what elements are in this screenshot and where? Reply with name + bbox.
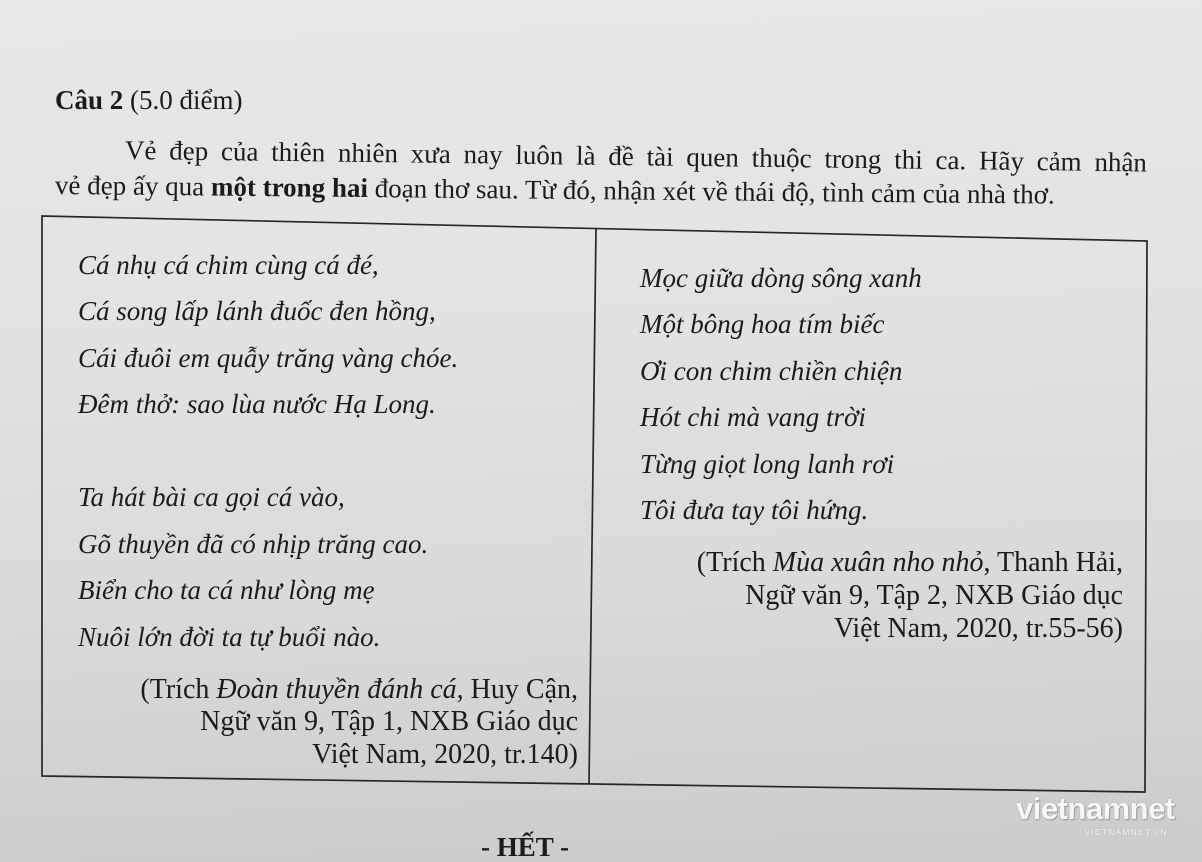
poem-line: Đêm thở: sao lùa nước Hạ Long. <box>78 389 436 420</box>
end-marker: - HẾT - <box>480 832 569 862</box>
prompt-emphasis: một trong hai <box>210 171 369 204</box>
poem-line: Từng giọt long lanh rơi <box>640 448 895 479</box>
citation-open: (Trích <box>140 673 217 705</box>
poem-line: Cá nhụ cá chim cùng cá đé, <box>78 249 379 280</box>
question-label: Câu 2 <box>55 85 124 115</box>
question-heading <box>55 83 243 117</box>
poem-line: Nuôi lớn đời ta tự buổi nào. <box>78 621 381 652</box>
citation-line <box>697 546 1123 579</box>
citation-line: Ngữ văn 9, Tập 2, NXB Giáo dục <box>745 579 1123 611</box>
citation-title: Đoàn thuyền đánh cá <box>216 673 457 705</box>
poem-right-citation <box>697 546 1123 645</box>
question-points: (5.0 điểm) <box>130 85 243 115</box>
citation-open: (Trích <box>696 546 773 578</box>
stanza <box>78 242 458 428</box>
poem-line: Ơi con chim chiền chiện <box>640 355 903 386</box>
poem-line: Cái đuôi em quẫy trăng vàng chóe. <box>78 342 459 373</box>
poem-right <box>640 255 922 534</box>
poem-line: Hót chi mà vang trời <box>640 402 866 433</box>
watermark-logo: vietnamnet <box>1016 791 1175 826</box>
question-prompt-line-1: Vẻ đẹp của thiên nhiên xưa nay luôn là đề tài quen thuộc trong thi ca. Hãy cảm nhận <box>124 135 1148 178</box>
poem-line: Gõ thuyền đã có nhịp trăng cao. <box>78 528 429 559</box>
stanza <box>640 255 922 534</box>
poem-line: Cá song lấp lánh đuốc đen hồng, <box>78 296 436 327</box>
citation-line: Việt Nam, 2020, tr.55-56) <box>833 612 1123 644</box>
citation-line <box>140 674 578 707</box>
poem-line: Một bông hoa tím biếc <box>640 309 885 340</box>
citation-line: Ngữ văn 9, Tập 1, NXB Giáo dục <box>200 706 578 738</box>
stanza <box>78 474 458 660</box>
column-divider <box>589 229 596 785</box>
citation-author: , Thanh Hải, <box>983 546 1123 578</box>
poem-left-citation <box>140 674 578 772</box>
poem-left <box>78 242 458 661</box>
prompt-text: vẻ đẹp ấy qua <box>54 170 212 202</box>
vietnamnet-watermark <box>1016 791 1186 837</box>
poem-line: Ta hát bài ca gọi cá vào, <box>78 482 345 513</box>
citation-author: , Huy Cận, <box>456 673 578 705</box>
poem-line: Tôi đưa tay tôi hứng. <box>640 495 869 526</box>
poem-line: Mọc giữa dòng sông xanh <box>640 262 922 293</box>
citation-line: Việt Nam, 2020, tr.140) <box>312 738 578 770</box>
watermark-domain: VIETNAMNET.VN <box>1084 827 1168 837</box>
citation-title: Mùa xuân nho nhỏ <box>772 546 984 578</box>
prompt-text: đoạn thơ sau. Từ đó, nhận xét về thái độ, tình cảm của nhà thơ. <box>367 173 1055 210</box>
poem-line: Biển cho ta cá như lòng mẹ <box>78 575 375 606</box>
